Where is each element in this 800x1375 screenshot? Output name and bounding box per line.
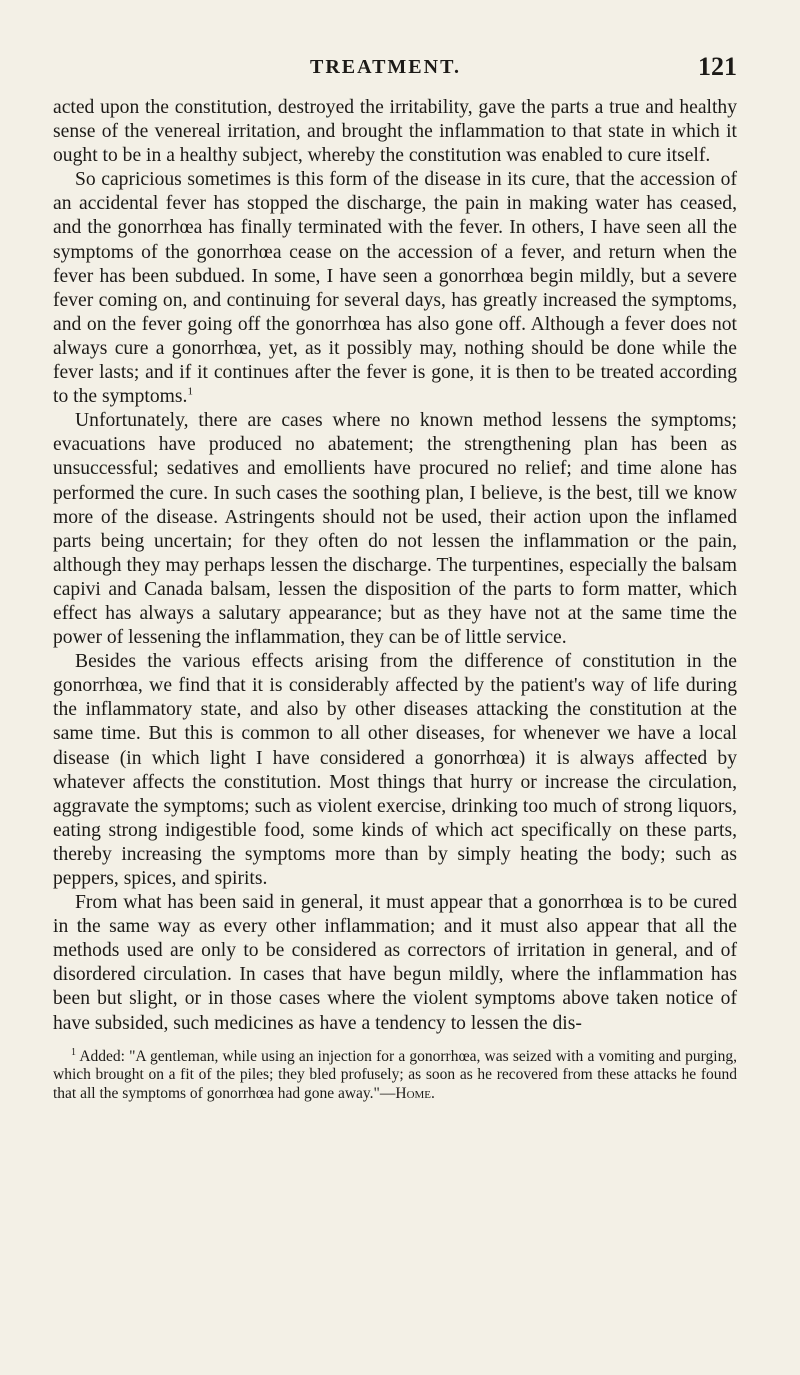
running-header	[53, 52, 737, 86]
paragraph	[53, 168, 737, 409]
body-text	[53, 96, 737, 1036]
footnote-attribution: Home.	[395, 1084, 435, 1102]
page-number: 121	[698, 52, 737, 81]
paragraph: acted upon the constitution, destroyed the irritability, gave the parts a true and healthy sense of the venereal irritation, and brought the inflammation to that state in which it ought to be in a healthy subject, whereby the constitution was enabled to cure itself.	[53, 97, 737, 167]
book-page	[53, 52, 737, 1103]
paragraph-text: So capricious sometimes is this form of the disease in its cure, that the accession of an accidental fever has stopped the discharge, the pain in making water has ceased, and the gonorrhœa has finally terminated with the fever. In others, I have seen all the symptoms of the gonorrhœa cease on the accession of a fever, and return when the fever has been subdued. In some, I have seen a gonorrhœa begin mildly, but a severe fever coming on, and continuing for several days, has greatly increased the symptoms, and on the fever going off the gonorrhœa has also gone off. Although a fever does not always cure a gonorrhœa, yet, as it possibly may, nothing should be done while the fever lasts; and if it continues after the fever is gone, it is then to be treated according to the symptoms.	[53, 169, 737, 408]
paragraph: Besides the various effects arising from the difference of constitution in the gonorrhœa, we find that it is considerably affected by the patient's way of life during the inflammatory state, and also by other diseases attacking the constitution at the same time. But this is common to all other diseases, for whenever we have a local disease (in which light I have considered a gonorrhœa) it is always affected by whatever affects the constitution. Most things that hurry or increase the circulation, aggravate the symptoms; such as violent exercise, drinking too much of strong liquors, eating strong indigestible food, some kinds of which act specifically on these parts, thereby increasing the symptoms more than by simply heating the body; such as peppers, spices, and spirits.	[53, 651, 737, 889]
paragraph: Unfortunately, there are cases where no known method lessens the symptoms; evacuations have produced no abatement; the strengthening plan has been as unsuccessful; sedatives and emollients have procured no relief; and time alone has performed the cure. In such cases the soothing plan, I believe, is the best, till we know more of the disease. Astringents should not be used, their action upon the inflamed parts being uncertain; for they often do not lessen the inflammation or the pain, although they may perhaps lessen the discharge. The turpentines, especially the balsam capivi and Canada balsam, lessen the disposition of the parts to form matter, which effect has always a salutary appearance; but as they have not at the same time the power of lessening the inflammation, they can be of little service.	[53, 410, 737, 649]
footnote-number: 1	[71, 1046, 76, 1058]
paragraph: From what has been said in general, it must appear that a gonorrhœa is to be cured in the same way as every other inflammation; and it must also appear that all the methods used are only to be considered as correctors of irritation in general, and of disordered circulation. In cases that have begun mildly, where the inflammation has been but slight, or in those cases where the violent symptoms above taken notice of have subsided, such medicines as have a tendency to lessen the dis-	[53, 892, 737, 1034]
running-title: TREATMENT.	[310, 56, 461, 78]
footnote	[53, 1048, 737, 1104]
footnote-marker: 1	[187, 385, 193, 398]
footnote-text: Added: "A gentleman, while using an injection for a gonorrhœa, was seized with a vomiting and purging, which brought on a fit of the piles; they bled profusely; as soon as he recovered from these attacks he found that all the symptoms of gonorrhœa had gone away."—	[53, 1047, 737, 1102]
